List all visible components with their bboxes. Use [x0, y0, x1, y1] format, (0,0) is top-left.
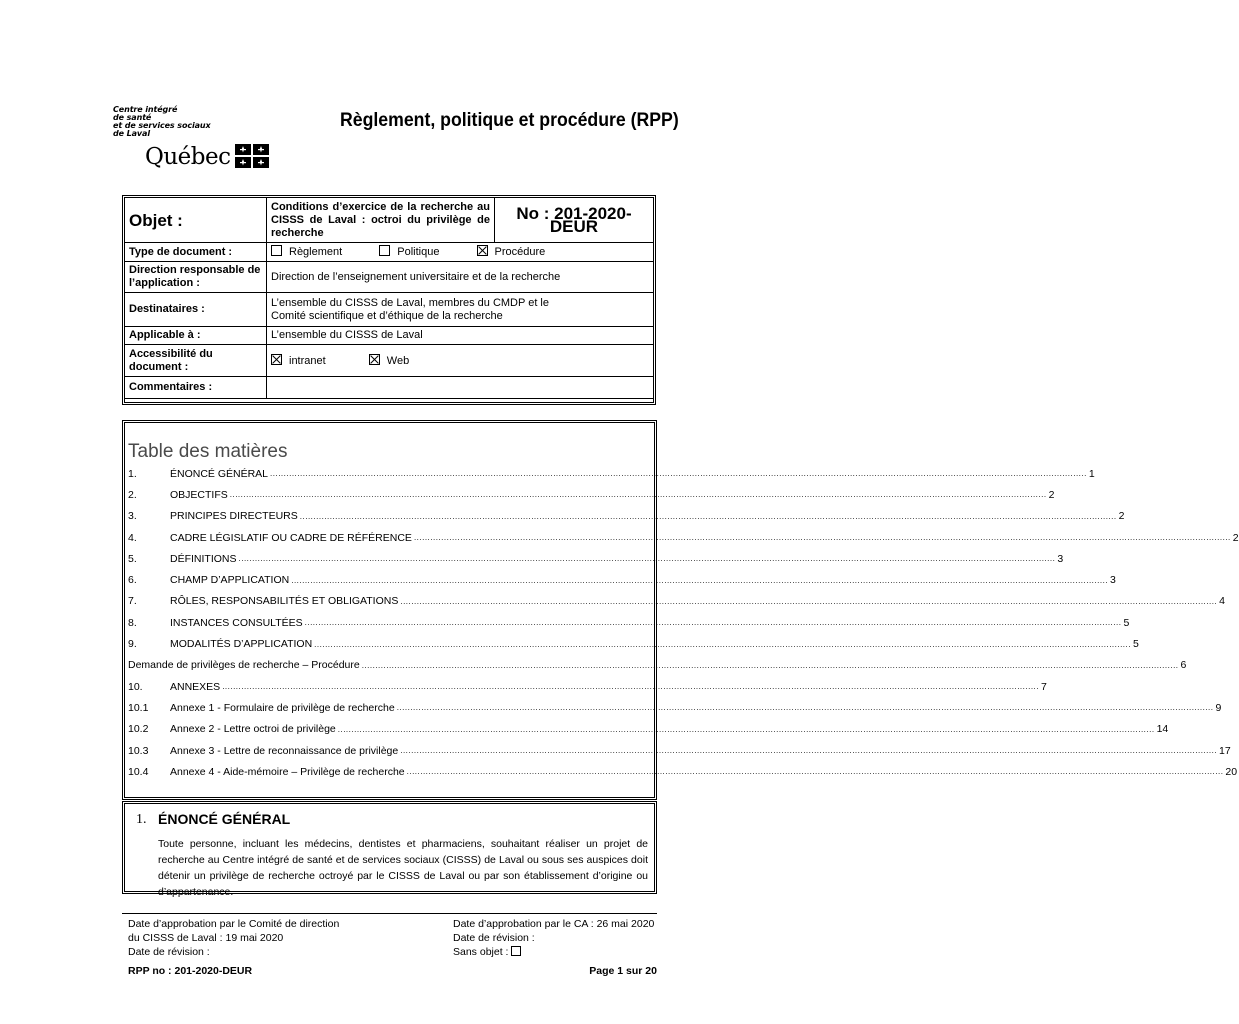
toc-entry-number: 5.: [128, 552, 137, 565]
type-options: [267, 243, 654, 262]
toc-entry[interactable]: [128, 484, 1055, 505]
org-name-line3: et de services sociaux: [113, 121, 211, 130]
toc-entry[interactable]: [128, 506, 1125, 527]
quebec-wordmark: Québec: [145, 144, 231, 170]
toc-entry-page: 5: [1132, 638, 1139, 651]
toc-entry-number: 10.4: [128, 765, 149, 778]
toc-entry[interactable]: [128, 740, 1231, 761]
toc-entry[interactable]: [128, 655, 1187, 676]
section-1-title: ÉNONCÉ GÉNÉRAL: [158, 811, 291, 827]
toc-entry-number: 10.2: [128, 723, 149, 736]
option-web: [369, 354, 409, 368]
toc-entry-page: 3: [1110, 574, 1116, 587]
option-reglement: [271, 245, 342, 259]
toc-entry-page: 6: [1180, 659, 1187, 672]
option-politique-label: Politique: [397, 246, 440, 258]
toc-entry-title: Annexe 2 - Lettre octroi de privilège: [170, 723, 336, 736]
toc-leader-dots: ............................................................................................................................................................................................................................................................................................................: [396, 703, 1214, 713]
objet-value: Conditions d’exercice de la recherche au CISSS de Laval : octroi du privilège de recherche: [267, 198, 495, 243]
toc-entry-number: 8.: [128, 616, 137, 629]
toc-leader-dots: ............................................................................................................................................................................................................................................................................................................: [299, 511, 1117, 521]
footer-revision-left: Date de révision :: [128, 946, 210, 958]
footer-left: [128, 917, 339, 959]
toc-entry-page: 9: [1215, 701, 1222, 714]
toc-entry-number: 7.: [128, 595, 137, 608]
footer-divider: [122, 913, 657, 914]
toc-entry-title: Annexe 4 - Aide-mémoire – Privilège de recherche: [170, 765, 405, 778]
footer-approval-cd-date: du CISSS de Laval : 19 mai 2020: [128, 932, 284, 944]
access-options: [267, 345, 654, 377]
toc-entry-title: DÉFINITIONS: [170, 552, 237, 565]
toc-entry[interactable]: [128, 548, 1064, 569]
checkbox-procedure-checked: [477, 245, 488, 256]
toc-entry-page: 7: [1040, 680, 1047, 693]
toc-entry-title: PRINCIPES DIRECTEURS: [170, 510, 298, 523]
toc-entry-number: 4.: [128, 531, 137, 544]
destinataires-label: Destinataires :: [125, 293, 267, 327]
toc-leader-dots: ............................................................................................................................................................................................................................................................................................................: [406, 767, 1224, 777]
toc-entry-title: INSTANCES CONSULTÉES: [170, 616, 303, 629]
toc-leader-dots: ............................................................................................................................................................................................................................................................................................................: [291, 575, 1109, 585]
toc-entry-page: 2: [1118, 510, 1125, 523]
toc-entry[interactable]: [128, 697, 1222, 718]
applicable-label: Applicable à :: [125, 327, 267, 345]
toc-entry-page: 5: [1123, 616, 1130, 629]
org-name-line4: de Laval: [113, 129, 150, 138]
footer-page-number: Page 1 sur 20: [589, 965, 657, 977]
toc-heading: Table des matières: [128, 441, 288, 462]
toc-entry-page: 17: [1219, 744, 1231, 757]
toc-entry-title: RÔLES, RESPONSABILITÉS ET OBLIGATIONS: [170, 595, 399, 608]
toc-entry-title: Demande de privilèges de recherche – Procédure: [128, 659, 360, 672]
footer-approval-ca: Date d’approbation par le CA : 26 mai 2020: [453, 918, 655, 930]
toc-leader-dots: ............................................................................................................................................................................................................................................................................................................: [270, 469, 1087, 479]
toc-entry-number: 1.: [128, 467, 137, 480]
toc-leader-dots: ............................................................................................................................................................................................................................................................................................................: [229, 490, 1047, 500]
toc-leader-dots: ............................................................................................................................................................................................................................................................................................................: [314, 639, 1131, 649]
toc-entry[interactable]: [128, 527, 1239, 548]
toc-entry-page: 1: [1088, 467, 1095, 480]
objet-label: Objet :: [125, 198, 267, 243]
footer-right: [453, 917, 654, 959]
toc-entry-page: 2: [1232, 531, 1239, 544]
org-name-line2: de santé: [113, 113, 152, 122]
toc-entry[interactable]: [128, 719, 1169, 740]
toc-entry-title: CADRE LÉGISLATIF OU CADRE DE RÉFÉRENCE: [170, 531, 412, 544]
section-1-number: 1.: [136, 812, 147, 827]
checkbox-politique: [379, 245, 390, 256]
destinataires-line2: Comité scientifique et d’éthique de la recherche: [271, 309, 503, 322]
toc-entry-title: ANNEXES: [170, 680, 221, 693]
toc-entry[interactable]: [128, 612, 1130, 633]
toc-entry-number: 6.: [128, 574, 137, 587]
toc-entry[interactable]: [128, 591, 1225, 612]
footer-sans-objet-label: Sans objet :: [453, 946, 509, 958]
footer-approval-cd: Date d’approbation par le Comité de direction: [128, 918, 340, 930]
option-web-label: Web: [386, 354, 410, 367]
toc-entry[interactable]: [128, 676, 1047, 697]
footer-rpp-number: RPP no : 201-2020-DEUR: [128, 965, 253, 977]
toc-entry[interactable]: [128, 761, 1238, 782]
toc-leader-dots: ............................................................................................................................................................................................................................................................................................................: [400, 596, 1218, 606]
checkbox-web-checked: [369, 354, 380, 365]
toc-entry[interactable]: [128, 569, 1116, 590]
toc-leader-dots: ............................................................................................................................................................................................................................................................................................................: [337, 724, 1155, 734]
destinataires-line1: L’ensemble du CISSS de Laval, membres du CMDP et le: [271, 296, 549, 309]
footer-revision-right: Date de révision :: [453, 932, 535, 944]
toc-entry-number: 10.: [128, 680, 143, 693]
toc-entry-page: 2: [1048, 488, 1055, 501]
type-label: Type de document :: [125, 243, 267, 262]
toc-entry-number: 10.1: [128, 701, 149, 714]
option-procedure: [477, 245, 546, 259]
toc-entry-page: 4: [1219, 595, 1225, 608]
org-name-line1: Centre intégré: [113, 105, 178, 114]
document-info-table: [124, 197, 654, 399]
toc-entry-title: Annexe 1 - Formulaire de privilège de recherche: [170, 701, 395, 714]
toc-entry[interactable]: [128, 633, 1139, 654]
toc-entry-title: CHAMP D’APPLICATION: [170, 574, 290, 587]
commentaires-label: Commentaires :: [125, 377, 267, 399]
checkbox-intranet-checked: [271, 354, 282, 365]
toc-entry-title: Annexe 3 - Lettre de reconnaissance de privilège: [170, 744, 399, 757]
toc-entry-number: 2.: [128, 488, 137, 501]
document-title: Règlement, politique et procédure (RPP): [340, 110, 679, 131]
destinataires-value: [267, 293, 654, 327]
toc-leader-dots: ............................................................................................................................................................................................................................................................................................................: [238, 554, 1056, 564]
option-intranet-label: intranet: [289, 354, 326, 367]
toc-leader-dots: ............................................................................................................................................................................................................................................................................................................: [400, 746, 1218, 755]
toc-entry[interactable]: [128, 463, 1095, 484]
toc-leader-dots: ............................................................................................................................................................................................................................................................................................................: [222, 682, 1039, 692]
toc-leader-dots: ............................................................................................................................................................................................................................................................................................................: [304, 618, 1122, 628]
sans-objet-checkbox: [511, 946, 521, 956]
direction-label: Direction responsable de l’application :: [125, 262, 267, 293]
toc-entry-page: 14: [1156, 723, 1169, 736]
toc-list: [128, 463, 1239, 782]
toc-entry-title: ÉNONCÉ GÉNÉRAL: [170, 467, 269, 480]
footer-sans-objet: [453, 945, 654, 959]
cisss-laval-logo: [113, 106, 283, 170]
toc-leader-dots: ............................................................................................................................................................................................................................................................................................................: [361, 660, 1179, 670]
accessibilite-label: Accessibilité du document :: [125, 345, 267, 377]
section-1-body: Toute personne, incluant les médecins, dentistes et pharmaciens, souhaitant réaliser un projet de recherche au Centre intégré de santé et de services sociaux (CISSS) de Laval ou sous ses auspices doit détenir un privilège de recherche octroyé par le CISSS de Laval ou par son établissement d’origine ou d’appartenance.: [158, 838, 648, 898]
toc-entry-title: OBJECTIFS: [170, 488, 228, 501]
commentaires-value: [267, 377, 654, 399]
option-procedure-label: Procédure: [494, 246, 546, 258]
toc-entry-title: MODALITÉS D’APPLICATION: [170, 638, 313, 651]
option-reglement-label: Règlement: [289, 246, 343, 258]
applicable-value: L’ensemble du CISSS de Laval: [267, 327, 654, 345]
toc-entry-number: 10.3: [128, 744, 149, 757]
toc-entry-page: 3: [1057, 552, 1064, 565]
option-intranet: [271, 354, 326, 368]
quebec-flag-icon: [235, 144, 269, 168]
toc-entry-number: 9.: [128, 638, 137, 651]
checkbox-reglement: [271, 245, 282, 256]
option-politique: [379, 245, 439, 259]
toc-leader-dots: ............................................................................................................................................................................................................................................................................................................: [413, 533, 1231, 543]
document-number: No : 201-2020-DEUR: [495, 198, 654, 243]
toc-entry-number: 3.: [128, 510, 137, 523]
toc-entry-page: 20: [1225, 765, 1238, 778]
direction-value: Direction de l’enseignement universitaire et de la recherche: [267, 262, 654, 293]
